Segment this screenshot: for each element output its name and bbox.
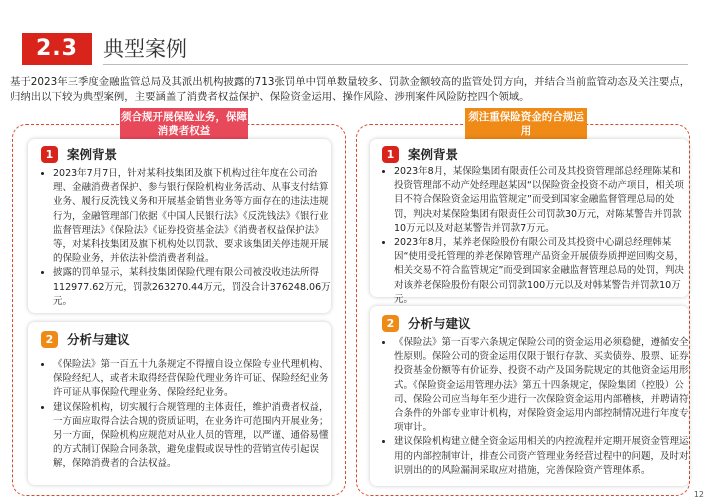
left-case-title: 案例背景: [67, 147, 118, 162]
right-analysis-card: [370, 306, 689, 486]
section-number: 2.3: [22, 33, 92, 65]
title-divider: [103, 64, 688, 65]
left-analysis-heading: [41, 330, 130, 348]
right-analysis-number-badge: 2: [382, 315, 399, 332]
left-analysis-card: [28, 322, 331, 485]
right-case-list: [383, 165, 690, 307]
right-analysis-heading: [382, 314, 471, 332]
list-item: • 建议保险机构建立健全资金运用相关的内控流程并定期开展资金管理运用的内部控制审计，排查公司资产管理业务经营过程中的问题，及时对识别出的的风险漏洞采取应对措施，完善保险资产管理体系。: [394, 435, 690, 478]
left-case-heading: [41, 145, 117, 163]
right-case-title: 案例背景: [408, 147, 459, 162]
section-title: 典型案例: [103, 37, 187, 61]
list-item: • 2023年8月，某养老保险股份有限公司及其投资中心副总经理韩某因“使用受托管理的养老保障管理产品资金开展债券质押逆回购交易，相关交易不符合监管规定”而受到国家金融监督管理总局的处罚，判决对该养老保险股份有限公司罚款100万元以及对韩某警告并罚款10万元。: [394, 236, 690, 307]
left-analysis-title: 分析与建议: [67, 332, 130, 347]
left-case-number-badge: 1: [41, 146, 58, 163]
list-item: • 披露的罚单显示，某科技集团保险代理有限公司被没收违法所得112977.62万元，罚款263270.44万元，罚没合计376248.06万元。: [53, 266, 331, 309]
left-analysis-list: [42, 358, 331, 472]
list-item: • 2023年7月7日，针对某科技集团及旗下机构过往年度在公司治理、金融消费者保护、参与银行保险机构业务活动、从事支付结算业务、履行反洗钱义务和开展基金销售业务等方面存在的违法违规行为，金融管理部门依据《中国人民银行法》《反洗钱法》《银行业监督管理法》《保险法》《证券投资基金法》《消费者权益保护法》等，对某科技集团及旗下机构处以罚款、要求该集团关停违规开展的保险业务，并依法补偿消费者利益。: [53, 167, 331, 266]
right-analysis-list: [383, 336, 690, 478]
list-item: • 《保险法》第一百零六条规定保险公司的资金运用必须稳健，遵循安全性原则。保险公司的资金运用仅限于银行存款、买卖债券、股票、证券投资基金份额等有价证券、投资不动产及国务院规定的其他资金运用形式。《保险资金运用管理办法》第五十四条规定，保险集团（控股）公司、保险公司应当每年至少进行一次保险资金运用内部稽核，并聘请符合条件的外部专业审计机构，对保险资金运用内部控制情况进行年度专项审计。: [394, 336, 690, 435]
right-case-card: [370, 139, 689, 305]
left-case-list: [42, 167, 331, 309]
left-analysis-number-badge: 2: [41, 331, 58, 348]
list-item: • 建议保险机构，切实履行合规管理的主体责任，维护消费者权益，一方面应取得合法合规的资质证明，在业务许可范围内开展业务；另一方面，保险机构应规范对从业人员的管理，以严谨、通俗易懂的方式制订保险合同条款，避免虚假或误导性的营销宣传引起误解，保障消费者的合法权益。: [53, 401, 331, 472]
list-item: • 《保险法》第一百五十九条规定不得擅自设立保险专业代理机构、保险经纪人，或者未取得经营保险代理业务许可证、保险经纪业务许可证从事保险代理业务、保险经纪业务。: [53, 358, 331, 401]
right-panel-banner: 须注重保险资金的合规运用: [465, 108, 587, 140]
right-case-heading: [382, 145, 458, 163]
left-panel-banner: 须合规开展保险业务，保障消费者权益: [120, 108, 248, 140]
right-case-number-badge: 1: [382, 146, 399, 163]
intro-paragraph: 基于2023年三季度金融监管总局及其派出机构披露的713张罚单中罚单数量较多、罚款金额较高的监管处罚方向，并结合当前监管动态及关注要点，归纳出以下较为典型案例，主要涵盖了消费者权益保护、保险资金运用、操作风险、涉刑案件风险防控四个领域。: [10, 76, 691, 103]
page-number: 12: [693, 490, 704, 499]
list-item: • 2023年8月，某保险集团有限责任公司及其投资管理部总经理陈某和投资管理部不动产处经理赵某因“以保险资金投资不动产项目，相关项目不符合保险资金运用监管规定”而受到国家金融监督管理总局的处罚，判决对某保险集团有限责任公司罚款30万元，对陈某警告并罚款10万元以及对赵某警告并罚款7万元。: [394, 165, 690, 236]
right-analysis-title: 分析与建议: [408, 316, 471, 331]
left-case-card: [28, 139, 331, 313]
